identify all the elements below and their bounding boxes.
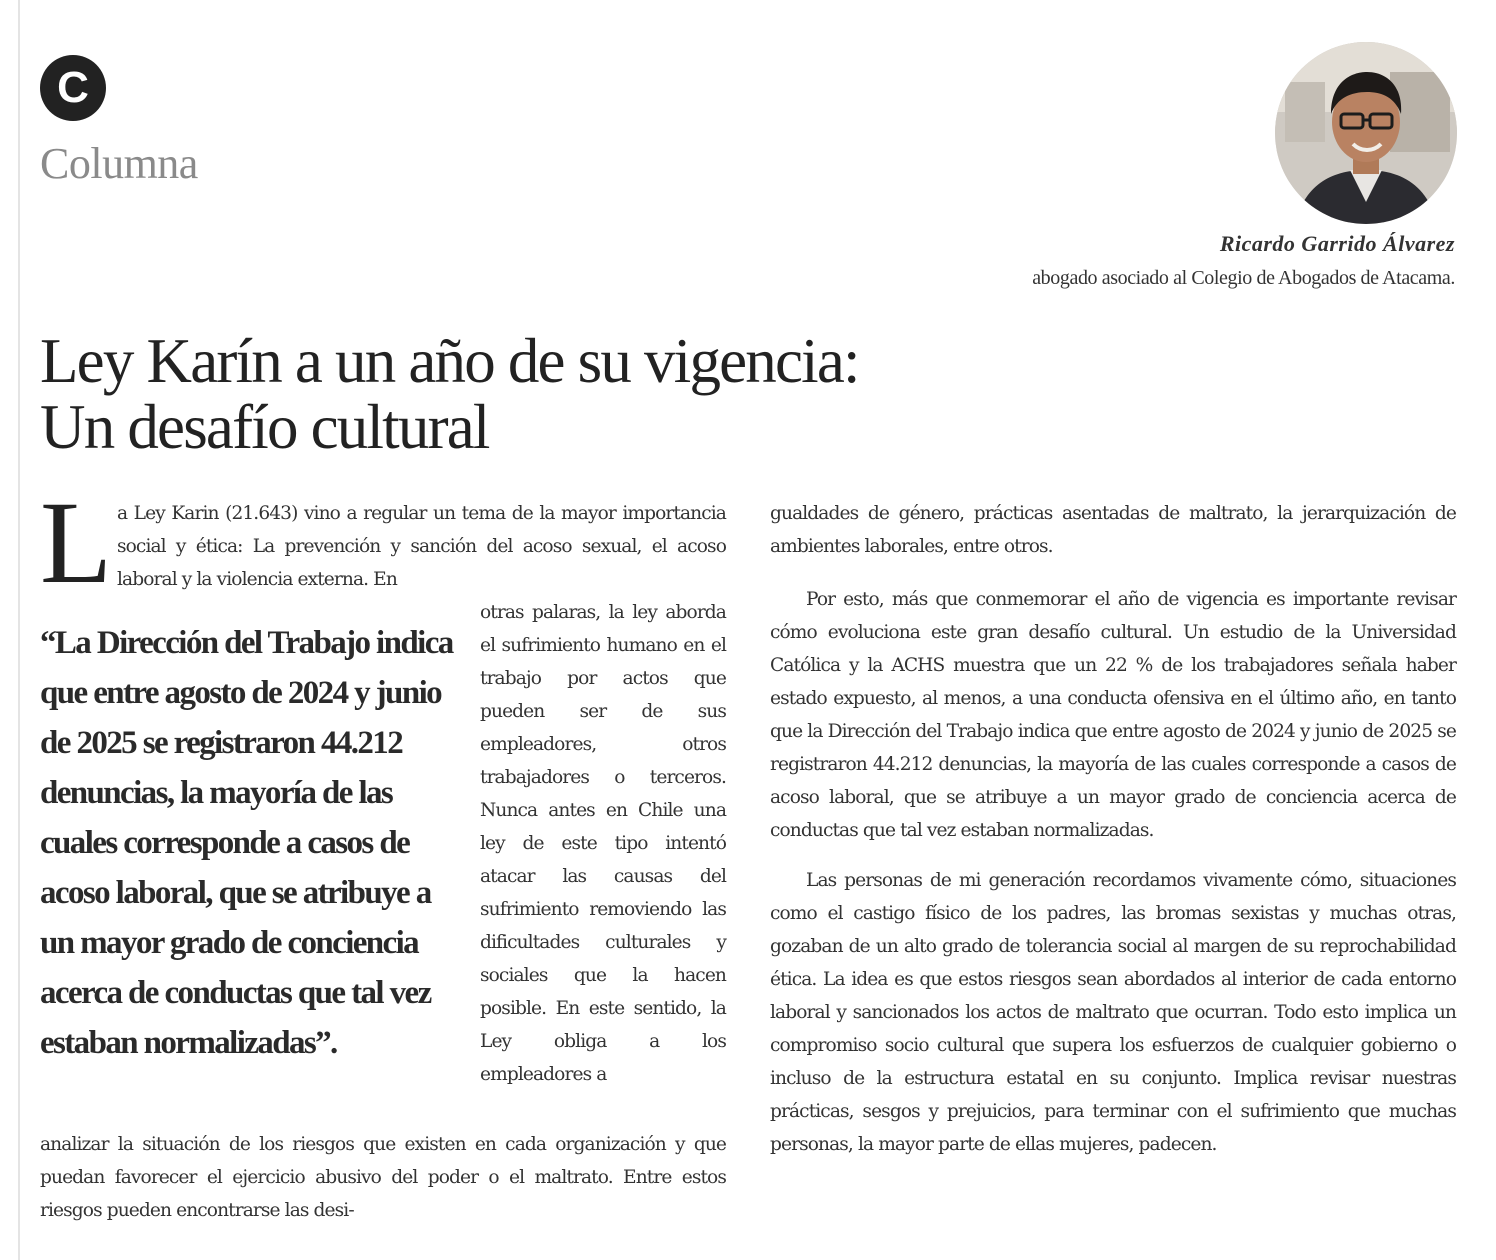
page-edge-rule [18,0,20,1260]
author-role: abogado asociado al Colegio de Abogados de Atacama. [1032,267,1455,289]
author-name: Ricardo Garrido Álvarez [1219,231,1455,256]
headline-line-1: Ley Karín a un año de su vigencia: [40,326,859,396]
pull-quote: “La Dirección del Trabajo indica que entre agosto de 2024 y junio de 2025 se registraron 44.212 denuncias, la mayoría de las cuales corresponde a casos de acoso laboral, que se atribuye a un mayor grado de conciencia acerca de conductas que tal vez estaban normalizadas”. [40,625,453,1061]
drop-cap: L [40,477,113,608]
section-label: Columna [40,139,198,188]
body-paragraph-narrow: otras palaras, la ley aborda el sufrimiento humano en el trabajo por actos que pueden ser de sus empleadores, otros trabajadores o terceros. Nunca antes en Chile una ley de este tipo intentó atacar las causas del sufrimiento removiendo las dificultades culturales y sociales que la hacen posible. En este sentido, la Ley obliga a los empleadores a [480,602,726,1085]
body-paragraph-col2-2: Por esto, más que conmemorar el año de vigencia es importante revisar cómo evoluciona este gran desafío cultural. Un estudio de la Universidad Católica y la ACHS muestra que un 22 % de los trabajadores señala haber estado expuesto, al menos, a una conducta ofensiva en el último año, en tanto que la Dirección del Trabajo indica que entre agosto de 2024 y junio de 2025 se registraron 44.212 denuncias, la mayoría de las cuales corresponde a casos de acoso laboral, que se atribuye a un mayor grado de conciencia acerca de conductas que tal vez estaban normalizadas. [770,589,1456,841]
body-column-2 [770,497,1456,1161]
headline-line-2: Un desafío cultural [40,392,489,462]
body-paragraph-intro: a Ley Karin (21.643) vino a regular un tema de la mayor importancia social y ética: La prevención y sanción del acoso sexual, el acoso laboral y la violencia externa. En [117,503,726,590]
headline [40,328,1040,460]
body-paragraph-col2-1: gualdades de género, prácticas asentadas de maltrato, la jerarquización de ambientes laborales, entre otros. [770,503,1456,557]
body-paragraph-col1-bottom: analizar la situación de los riesgos que existen en cada organización y que puedan favorecer el ejercicio abusivo del poder o el maltrato. Entre estos riesgos pueden encontrarse las desi- [40,1134,726,1221]
column-badge-icon: C [40,55,106,121]
author-portrait-image [1275,42,1457,224]
author-photo [1275,42,1457,224]
body-paragraph-col2-3: Las personas de mi generación recordamos vivamente cómo, situaciones como el castigo físico de los padres, las bromas sexistas y muchas otras, gozaban de un alto grado de tolerancia social al margen de su reprochabilidad ética. La idea es que estos riesgos sean abordados al interior de cada entorno laboral y sancionados los actos de maltrato que ocurran. Todo esto implica un compromiso socio cultural que supera los esfuerzos de cualquier gobierno o incluso de la estructura estatal en su conjunto. Implica revisar nuestras prácticas, sesgos y prejuicios, para terminar con el sufrimiento que muchas personas, la mayor parte de ellas mujeres, padecen. [770,870,1456,1155]
